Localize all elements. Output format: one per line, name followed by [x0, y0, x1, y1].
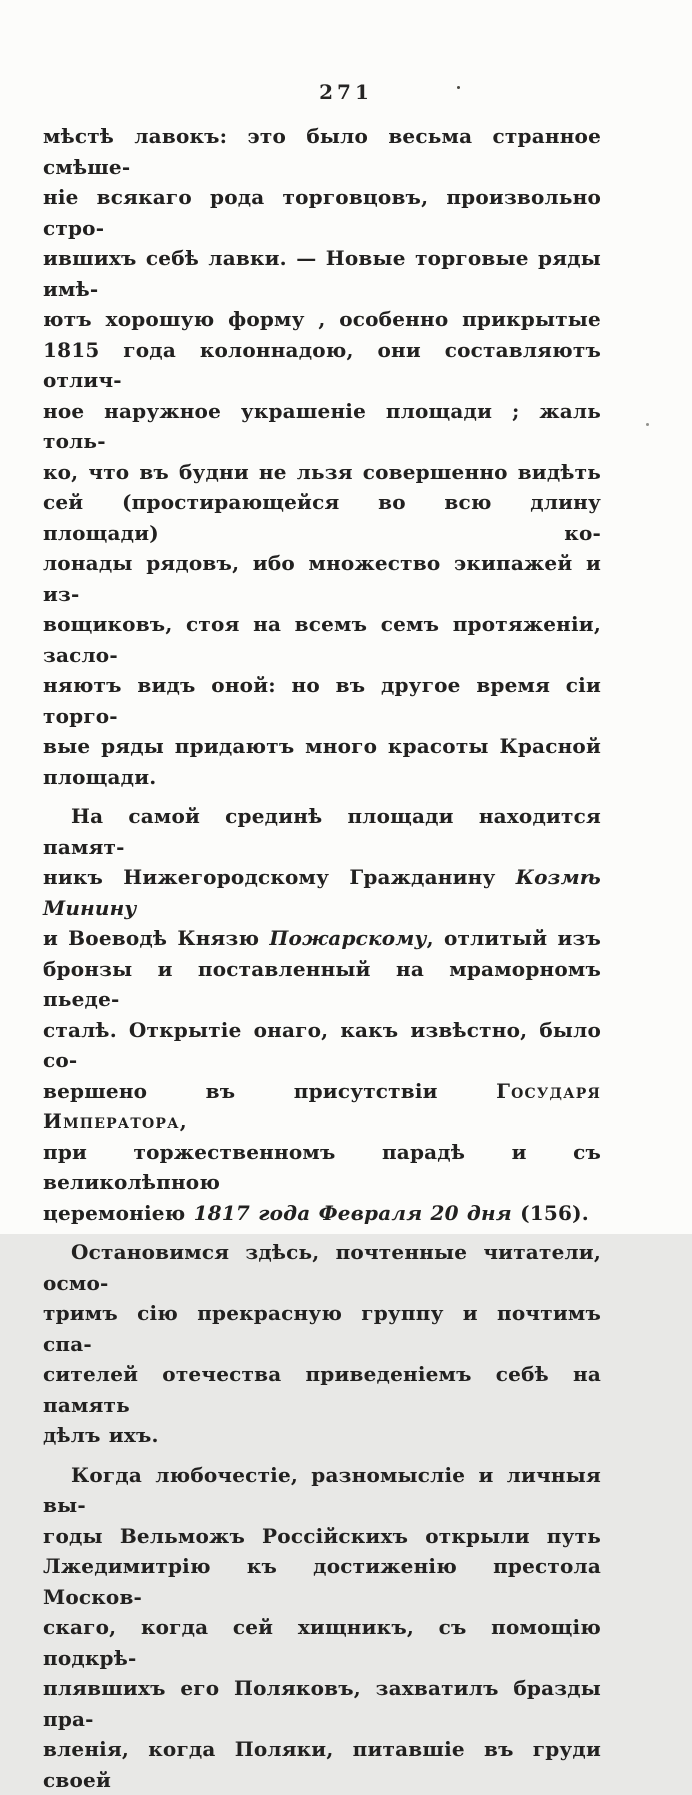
smallcaps-text-run: Государя Императора: [43, 1079, 601, 1134]
text-line: [43, 801, 601, 862]
text-line: [43, 862, 601, 923]
paragraph-4: [43, 1460, 601, 1795]
paragraph-2: [43, 801, 601, 1228]
text-line: [43, 1612, 601, 1673]
text-line: [43, 335, 601, 396]
text-run: ко, что въ будни не льзя совершенно видѣть: [43, 460, 601, 484]
text-line: [43, 243, 601, 304]
text-line: [43, 670, 601, 731]
text-line: [43, 1734, 601, 1795]
text-run: На самой срединѣ площади находится памят-: [43, 804, 601, 859]
text-line: [43, 1237, 601, 1298]
text-run: 1815 года колоннадою, они составляютъ отлич-: [43, 338, 601, 393]
text-run: никъ Нижегородскому Гражданину: [43, 865, 516, 889]
text-run: тримъ сію прекрасную группу и почтимъ спа-: [43, 1301, 601, 1356]
text-run: и Воеводѣ Князю: [43, 926, 269, 950]
text-run: мѣстѣ лавокъ: это было весьма странное смѣше-: [43, 124, 601, 179]
text-run: бронзы и поставленный на мраморномъ пьеде-: [43, 957, 601, 1012]
text-run: ніе всякаго рода торговцовъ, произвольно стро-: [43, 185, 601, 240]
text-line: [43, 1198, 601, 1229]
text-line: [43, 1673, 601, 1734]
italic-text-run: Козмѣ Минину: [43, 865, 601, 920]
text-line: [43, 1298, 601, 1359]
text-run: няютъ видъ оной: но въ другое время сіи торго-: [43, 673, 601, 728]
text-run: вершено въ присутствіи: [43, 1079, 496, 1103]
text-run: вощиковъ, стоя на всемъ семъ протяженіи, засло-: [43, 612, 601, 667]
text-run: лонады рядовъ, ибо множество экипажей и из-: [43, 551, 601, 606]
text-line: [43, 396, 601, 457]
text-run: годы Вельможъ Россійскихъ открыли путь: [43, 1524, 601, 1548]
text-run: Когда любочестіе, разномысліе и личныя вы-: [43, 1463, 601, 1518]
text-run: церемоніею: [43, 1201, 194, 1225]
text-run: ,: [180, 1109, 187, 1133]
text-run: Лжедимитрію къ достиженію престола Москов-: [43, 1554, 601, 1609]
text-run: Остановимся здѣсь, почтенные читатели, осмо-: [43, 1240, 601, 1295]
text-line: [43, 1460, 601, 1521]
text-line: [43, 923, 601, 954]
text-run: плявшихъ его Поляковъ, захватилъ бразды пра-: [43, 1676, 601, 1731]
italic-text-run: Пожарскому: [269, 926, 426, 950]
text-line: [43, 1076, 601, 1137]
text-run: ютъ хорошую форму , особенно прикрытые: [43, 307, 601, 331]
text-run: скаго, когда сей хищникъ, съ помощію подкрѣ-: [43, 1615, 601, 1670]
text-run: , отлитый изъ: [427, 926, 601, 950]
text-line: [43, 1551, 601, 1612]
text-run: сталѣ. Открытіе онаго, какъ извѣстно, было со-: [43, 1018, 601, 1073]
italic-text-run: 1817 года Февраля 20 дня: [194, 1201, 512, 1225]
text-run: сей (простирающейся во всю длину площади) ко-: [43, 490, 601, 545]
text-line: [43, 1420, 601, 1451]
text-line: [43, 762, 601, 793]
text-line: [43, 182, 601, 243]
text-block: [43, 121, 601, 1795]
scan-speck: [457, 86, 460, 89]
text-line: [43, 1521, 601, 1552]
text-line: [43, 1137, 601, 1198]
scan-speck: [646, 423, 649, 426]
text-run: ное наружное украшеніе площади ; жаль толь-: [43, 399, 601, 454]
text-line: [43, 1015, 601, 1076]
text-run: ившихъ себѣ лавки. — Новые торговые ряды имѣ-: [43, 246, 601, 301]
text-run: площади.: [43, 765, 156, 789]
text-line: [43, 731, 601, 762]
paragraph-3: [43, 1237, 601, 1451]
text-run: сителей отечества приведеніемъ себѣ на память: [43, 1362, 601, 1417]
text-run: вленія, когда Поляки, питавшіе въ груди своей: [43, 1737, 601, 1792]
text-line: [43, 609, 601, 670]
text-line: [43, 1359, 601, 1420]
text-run: при торжественномъ парадѣ и съ великолѣпною: [43, 1140, 601, 1195]
text-line: [43, 304, 601, 335]
text-line: [43, 487, 601, 548]
text-line: [43, 548, 601, 609]
text-line: [43, 954, 601, 1015]
text-run: дѣлъ ихъ.: [43, 1423, 159, 1447]
text-line: [43, 121, 601, 182]
text-line: [43, 457, 601, 488]
paragraph-1: [43, 121, 601, 792]
page-number: 271: [0, 80, 692, 104]
text-run: вые ряды придаютъ много красоты Красной: [43, 734, 601, 758]
text-run: (156).: [512, 1201, 589, 1225]
